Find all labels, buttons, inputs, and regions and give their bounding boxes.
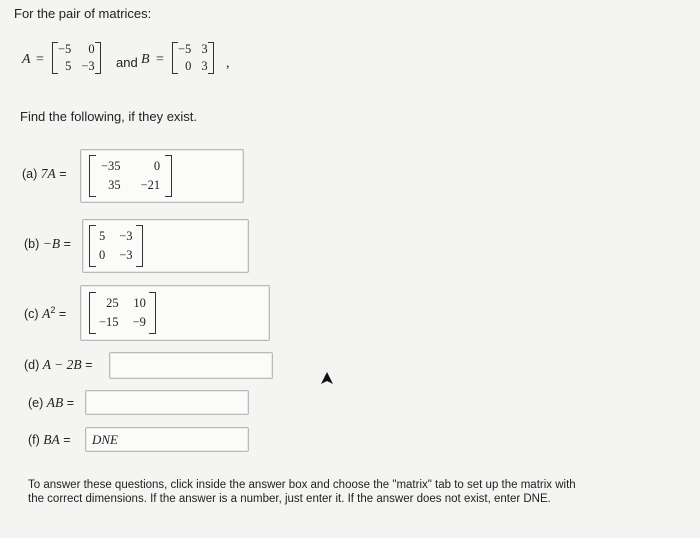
matrix-b bbox=[172, 42, 214, 74]
part-e-label: (e) AB = bbox=[28, 395, 75, 410]
part-a-label: (a) 7A = bbox=[22, 166, 67, 181]
part-f-answer-box[interactable] bbox=[85, 427, 249, 452]
answer-cell: −15 bbox=[99, 315, 119, 329]
matrix-b-name: B bbox=[141, 52, 150, 67]
part-d-answer-box[interactable] bbox=[109, 352, 273, 379]
matrix-a-cell: −5 bbox=[58, 42, 72, 56]
matrix-a-name: A bbox=[22, 52, 31, 67]
part-a-answer-box[interactable] bbox=[80, 149, 244, 203]
part-a-answer-matrix bbox=[89, 155, 172, 197]
matrix-b-cell: −5 bbox=[178, 42, 192, 56]
answer-cell: −3 bbox=[119, 229, 133, 243]
matrix-a-cell: 5 bbox=[65, 59, 72, 73]
equals-sign: = bbox=[36, 52, 44, 67]
part-b-label: (b) −B = bbox=[24, 236, 71, 251]
instructions-text: To answer these questions, click inside the answer box and choose the "matrix" tab to set up the matrix with the correct dimensions. If the answer is a number, just enter it. If the answer does not exist, enter DNE. bbox=[28, 479, 576, 505]
part-b-answer-matrix bbox=[89, 225, 143, 267]
answer-cell: 10 bbox=[133, 296, 146, 310]
answer-cell: 35 bbox=[108, 178, 121, 192]
answer-cell: −3 bbox=[119, 248, 133, 262]
comma: , bbox=[226, 56, 230, 71]
answer-cell: 25 bbox=[106, 296, 119, 310]
part-c-label: (c) $A^2$ = bbox=[24, 305, 67, 322]
part-c-answer-box[interactable] bbox=[80, 285, 270, 341]
matrix-b-cell: 3 bbox=[201, 42, 208, 56]
part-e-answer-box[interactable] bbox=[85, 390, 249, 415]
matrix-a-cell: 0 bbox=[88, 42, 95, 56]
part-f-answer-text: DNE bbox=[92, 432, 118, 447]
equals-sign: = bbox=[156, 52, 164, 67]
part-f-label: (f) BA = bbox=[28, 432, 71, 447]
matrix-a bbox=[52, 42, 101, 74]
matrix-b-cell: 0 bbox=[185, 59, 192, 73]
matrix-a-cell: −3 bbox=[81, 59, 95, 73]
find-text: Find the following, if they exist. bbox=[20, 109, 198, 124]
answer-cell: −35 bbox=[101, 159, 121, 173]
answer-cell: 5 bbox=[99, 229, 106, 243]
mouse-cursor-icon bbox=[320, 372, 334, 386]
answer-cell: 0 bbox=[153, 159, 161, 173]
part-c-answer-matrix bbox=[89, 292, 156, 334]
and-text: and bbox=[116, 55, 138, 70]
part-b-answer-box[interactable] bbox=[82, 219, 249, 273]
answer-cell: −9 bbox=[132, 315, 146, 329]
matrix-b-cell: 3 bbox=[201, 59, 208, 73]
answer-cell: 0 bbox=[99, 248, 106, 262]
part-d-label: (d) A − 2B = bbox=[24, 357, 93, 372]
answer-cell: −21 bbox=[140, 178, 161, 192]
intro-text: For the pair of matrices: bbox=[14, 6, 152, 21]
